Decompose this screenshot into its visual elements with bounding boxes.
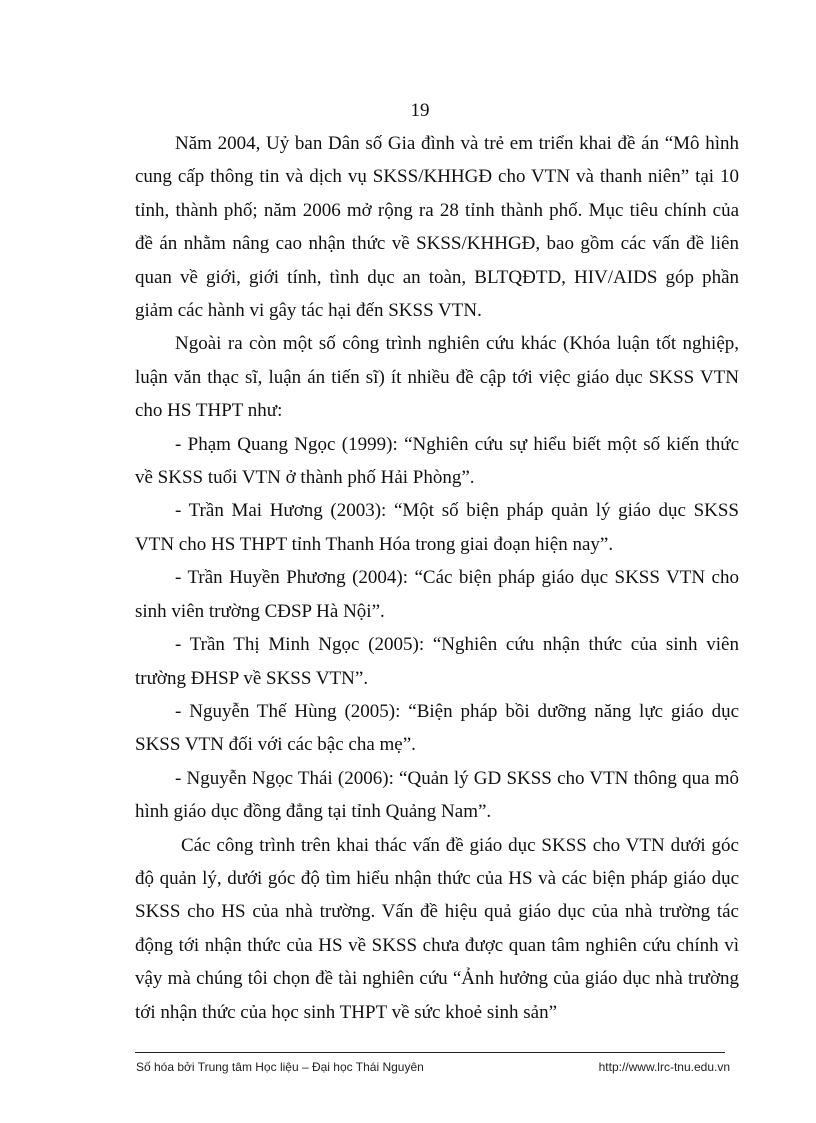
paragraph-other-research: Ngoài ra còn một số công trình nghiên cứu khác (Khóa luận tốt nghiệp, luận văn thạc sĩ, luận án tiến sĩ) ít nhiều đề cập tới việc giáo dục SKSS VTN cho HS THPT như: [135,333,739,422]
body-text [135,127,739,1029]
page-number: 19 [410,100,430,121]
reference-item: - Trần Huyền Phương (2004): “Các biện pháp giáo dục SKSS VTN cho sinh viên trường CĐSP Hà Nội”. [135,567,739,622]
reference-item: - Nguyễn Thế Hùng (2005): “Biện pháp bồi dưỡng năng lực giáo dục SKSS VTN đối với các bậc cha mẹ”. [135,700,739,756]
reference-item: - Nguyễn Ngọc Thái (2006): “Quản lý GD SKSS cho VTN thông qua mô hình giáo dục đồng đẳng tại tỉnh Quảng Nam”. [135,767,739,823]
reference-item: - Phạm Quang Ngọc (1999): “Nghiên cứu sự hiểu biết một số kiến thức về SKSS tuổi VTN ở thành phố Hải Phòng”. [135,433,739,489]
paragraph-intro: Năm 2004, Uỷ ban Dân số Gia đình và trẻ em triển khai đề án “Mô hình cung cấp thông tin và dịch vụ SKSS/KHHGĐ cho VTN và thanh niên” tại 10 tỉnh, thành phố; năm 2006 mở rộng ra 28 tỉnh thành phố. Mục tiêu chính của đề án nhằm nâng cao nhận thức về SKSS/KHHGĐ, bao gồm các vấn đề liên quan về giới, giới tính, tình dục an toàn, BLTQĐTD, HIV/AIDS góp phần giảm các hành vi gây tác hại đến SKSS VTN. [135,133,739,322]
footer-source: Số hóa bởi Trung tâm Học liệu – Đại học Thái Nguyên [136,1060,424,1074]
reference-item: - Trần Thị Minh Ngọc (2005): “Nghiên cứu nhận thức của sinh viên trường ĐHSP về SKSS VTN”. [135,634,739,689]
paragraph-conclusion: Các công trình trên khai thác vấn đề giáo dục SKSS cho VTN dưới góc độ quản lý, dưới góc độ tìm hiểu nhận thức của HS và các biện pháp giáo dục SKSS cho HS của nhà trường. Vấn đề hiệu quả giáo dục của nhà trường tác động tới nhận thức của HS về SKSS chưa được quan tâm nghiên cứu chính vì vậy mà chúng tôi chọn đề tài nghiên cứu “Ảnh hưởng của giáo dục nhà trường tới nhận thức của học sinh THPT về sức khoẻ sinh sản” [135,834,739,1023]
reference-item: - Trần Mai Hương (2003): “Một số biện pháp quản lý giáo dục SKSS VTN cho HS THPT tỉnh Thanh Hóa trong giai đoạn hiện nay”. [135,500,739,555]
footer-divider [135,1052,725,1053]
footer-url-link[interactable]: http://www.lrc-tnu.edu.vn [598,1060,730,1074]
